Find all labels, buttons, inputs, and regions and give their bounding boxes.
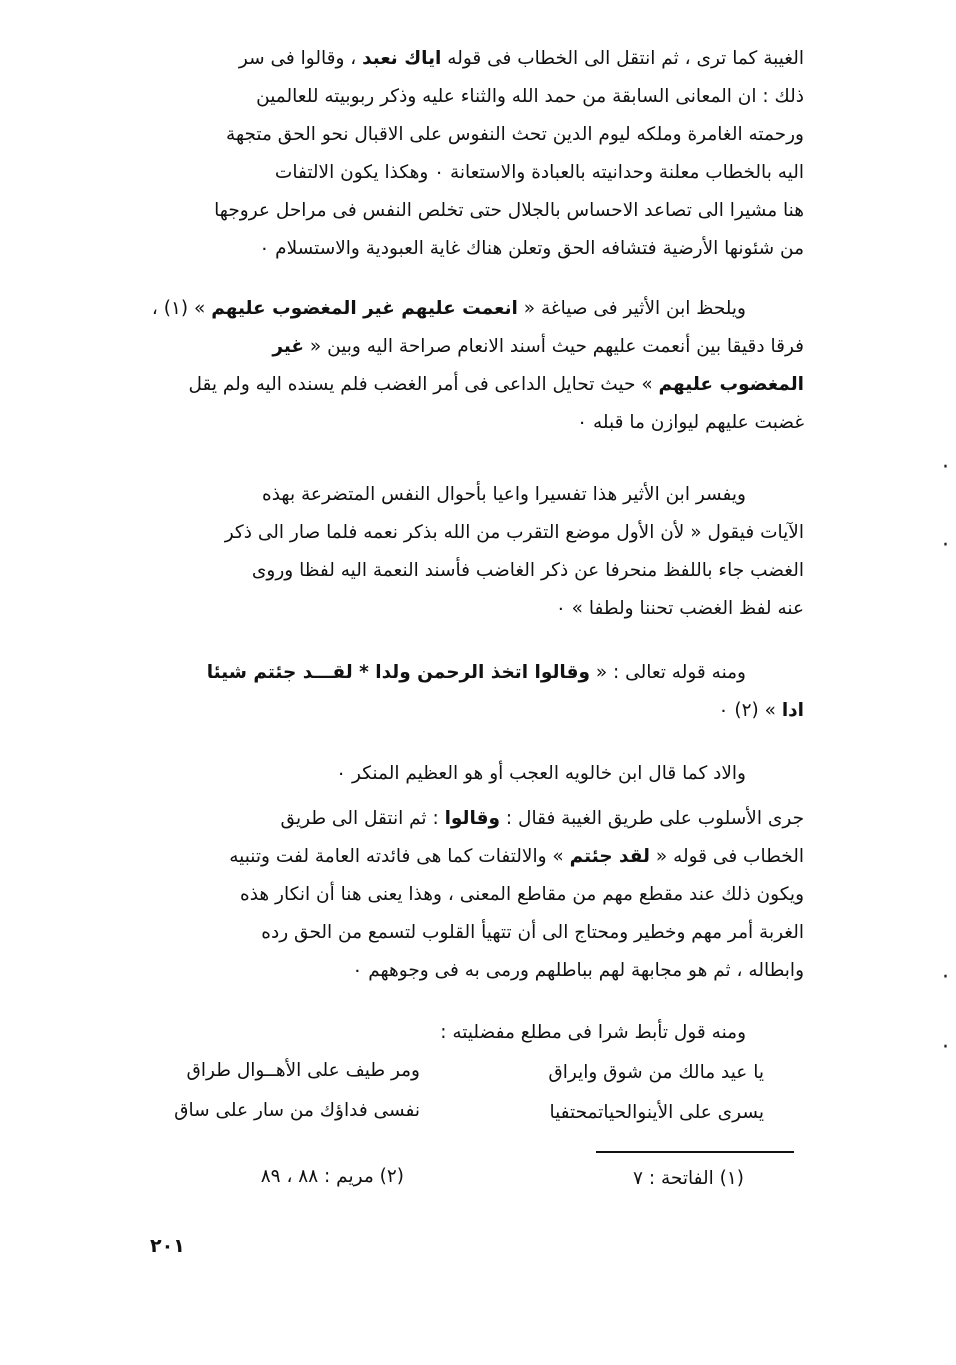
margin-dot-mark: · [942, 1035, 949, 1060]
paragraph-3 [132, 476, 804, 628]
text-segment: هنا مشيرا الى تصاعد الاحساس بالجلال حتى تخلص النفس فى مراحل عروجها [214, 200, 804, 221]
text-segment: غضبت عليهم ليوازن ما قبله ٠ [577, 412, 804, 433]
paragraph-2 [132, 290, 804, 442]
margin-dot-mark: · [942, 455, 949, 480]
text-line [132, 800, 804, 838]
text-line [132, 876, 804, 914]
text-line [132, 552, 804, 590]
verse-1-left-hemistich: ومر طيف على الأهــوال طراق [186, 1060, 420, 1081]
text-segment: » حيث تحايل الداعى فى أمر الغضب فلم يسنده اليه ولم يقل [188, 374, 659, 395]
quran-quote: وقالوا [444, 808, 501, 829]
text-line [132, 192, 804, 230]
text-line [132, 654, 804, 692]
margin-dot-mark: · [942, 533, 949, 558]
text-line [132, 40, 804, 78]
verse-1-right-hemistich: يا عيد مالك من شوق وايراق [548, 1062, 764, 1083]
text-segment: من شئونها الأرضية فتشافه الحق وتعلن هناك غاية العبودية والاستسلام ٠ [259, 238, 804, 259]
quran-quote: لقد جئتم [569, 846, 650, 867]
text-segment: : ثم انتقل الى طريق [280, 808, 445, 829]
page-number: ٢٠١ [150, 1235, 185, 1257]
text-segment: اليه بالخطاب معلنة وحدانيته بالعبادة والاستعانة ٠ وهكذا يكون الالتفات [274, 162, 804, 183]
text-line [132, 366, 804, 404]
paragraph-6 [132, 800, 804, 990]
text-segment: ، وقالوا فى سر [238, 48, 363, 69]
verse-2-right-hemistich: يسرى على الأينوالحياتمحتفيا [549, 1102, 764, 1123]
text-segment: ورحمته الغامرة وملكه ليوم الدين تحث النفوس على الاقبال نحو الحق متجهة [226, 124, 804, 145]
text-line [132, 514, 804, 552]
text-segment: الخطاب فى قوله « [649, 846, 804, 867]
text-line [132, 328, 804, 366]
footnote-2: (٢) مريم : ٨٨ ، ٨٩ [260, 1166, 404, 1187]
text-line [132, 476, 804, 514]
text-segment: الغضب جاء باللفظ منحرفا عن ذكر الغاضب فأسند النعمة اليه لفظا وروى [251, 560, 804, 581]
text-line [132, 290, 804, 328]
text-line [132, 154, 804, 192]
quran-quote: غير [272, 336, 305, 357]
text-segment: وابطاله ، ثم هو مجابهة لهم بباطلهم ورمى به فى وجوههم ٠ [352, 960, 804, 981]
text-segment: ويكون ذلك عند مقطع مهم من مقاطع المعنى ، وهذا يعنى هنا أن انكار هذه [240, 884, 804, 905]
text-segment: فرقا دقيقا بين أنعمت عليهم حيث أسند الانعام صراحة اليه وبين « [304, 336, 804, 357]
text-segment: جرى الأسلوب على طريق الغيبة فقال : [500, 808, 804, 829]
quran-quote: وقالوا اتخذ الرحمن ولدا * لقـــد جئتم شيئا [206, 662, 590, 683]
text-segment: » (٢) ٠ [718, 700, 782, 721]
text-line [132, 78, 804, 116]
quran-quote: ادا [781, 700, 804, 721]
paragraph-1 [132, 40, 804, 268]
text-segment: الغيبة كما ترى ، ثم انتقل الى الخطاب فى قوله [441, 48, 804, 69]
text-segment: ويفسر ابن الأثير هذا تفسيرا واعيا بأحوال النفس المتضرعة بهذه [262, 484, 746, 505]
text-segment: » (١) ، [151, 298, 212, 319]
quran-quote: انعمت عليهم غير المغضوب عليهم [211, 298, 518, 319]
text-line [132, 755, 804, 793]
text-line [132, 692, 804, 730]
text-line [132, 914, 804, 952]
text-segment: والاد كما قال ابن خالويه العجب أو هو العظيم المنكر ٠ [336, 763, 746, 784]
text-line [132, 116, 804, 154]
text-line [132, 838, 804, 876]
text-segment: ومنه قول تأبط شرا فى مطلع مفضليته : [440, 1022, 746, 1043]
paragraph-5 [132, 755, 804, 793]
margin-dot-mark: · [942, 965, 949, 990]
text-segment: الآيات فيقول « لأن الأول موضع التقرب من الله بذكر نعمه فلما صار الى ذكر [224, 522, 804, 543]
text-segment: » والالتفات كما هى فائدته العامة لفت وتنبيه [229, 846, 570, 867]
text-segment: ويلحظ ابن الأثير فى صياغة « [517, 298, 746, 319]
paragraph-7 [132, 1014, 804, 1052]
text-line [132, 1014, 804, 1052]
text-segment: الغربة أمر مهم وخطير ومحتاج الى أن تتهيأ القلوب لتسمع من الحق رده [261, 922, 804, 943]
quran-quote: المغضوب عليهم [658, 374, 804, 395]
text-line [132, 230, 804, 268]
text-line [132, 590, 804, 628]
text-line [132, 952, 804, 990]
text-line [132, 404, 804, 442]
text-segment: ومنه قوله تعالى : « [589, 662, 746, 683]
text-segment: ذلك : ان المعانى السابقة من حمد الله والثناء عليه وذكر ربوبيته للعالمين [256, 86, 804, 107]
text-segment: عنه لفظ الغضب تحننا ولطفا » ٠ [555, 598, 804, 619]
verse-2-left-hemistich: نفسى فداؤك من سار على ساق [174, 1100, 420, 1121]
footnote-separator [596, 1151, 794, 1153]
quran-quote: اياك نعبد [362, 48, 442, 69]
paragraph-4 [132, 654, 804, 730]
footnote-1: (١) الفاتحة : ٧ [633, 1168, 744, 1189]
